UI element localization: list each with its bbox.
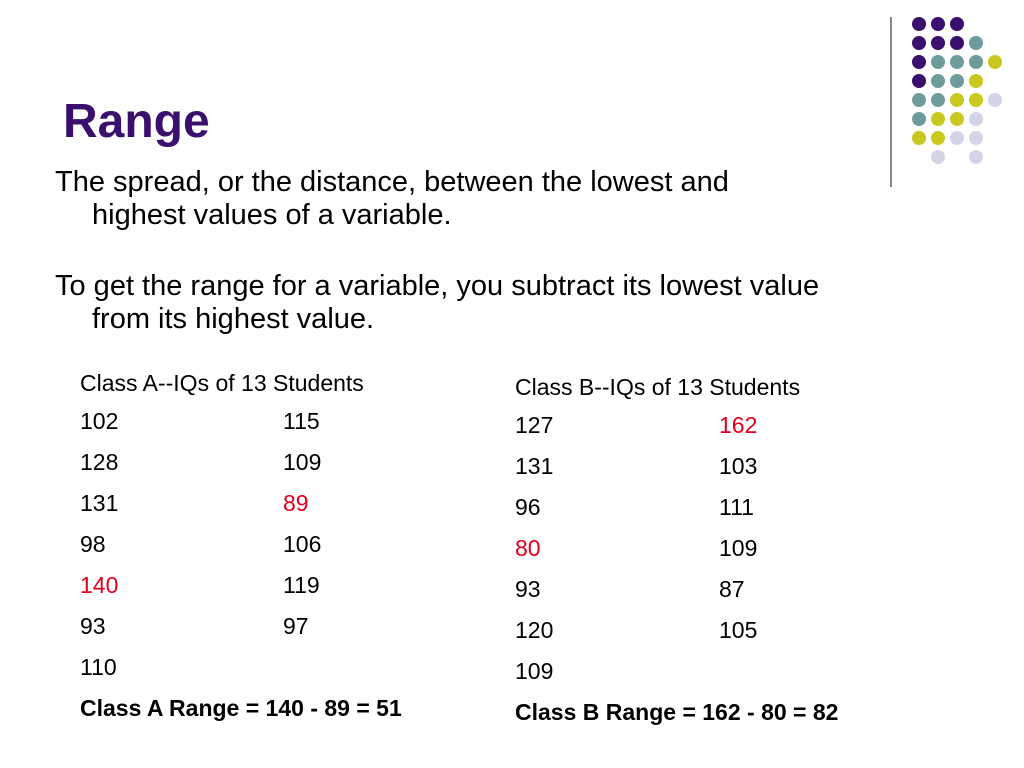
class-b-lowest-value: 80: [515, 535, 541, 561]
slide-title: Range: [63, 95, 210, 148]
class-b-row: [515, 487, 965, 528]
class-a-highest-value: 140: [80, 572, 119, 598]
class-b-range-result: Class B Range = 162 - 80 = 82: [515, 699, 839, 725]
class-a-value: 102: [80, 408, 119, 434]
class-b-value: 96: [515, 494, 541, 520]
decorative-dot: [931, 55, 945, 69]
class-a-row: [80, 606, 500, 647]
decorative-dot: [950, 93, 964, 107]
decorative-dot: [931, 112, 945, 126]
definition-line-2: highest values of a variable.: [92, 199, 452, 231]
decorative-dot: [931, 36, 945, 50]
method-line-2: from its highest value.: [92, 303, 375, 335]
class-a-value: 110: [80, 654, 117, 680]
decorative-dot: [931, 93, 945, 107]
class-a-value: 109: [283, 449, 322, 475]
decorative-dot: [950, 131, 964, 145]
decorative-dot: [912, 74, 926, 88]
class-a-value: 93: [80, 613, 106, 639]
class-a-value: 128: [80, 449, 119, 475]
decorative-dot: [969, 36, 983, 50]
class-a-heading: Class A--IQs of 13 Students: [80, 370, 364, 396]
class-b-row: [515, 528, 965, 569]
decorative-dot: [912, 93, 926, 107]
class-b-value: 111: [719, 494, 754, 520]
decorative-dot: [931, 17, 945, 31]
title-divider-line: [890, 17, 892, 187]
class-b-value: 109: [719, 535, 758, 561]
class-a-range-result: Class A Range = 140 - 89 = 51: [80, 695, 402, 721]
definition-line-1: The spread, or the distance, between the lowest and: [55, 166, 729, 198]
class-b-value: 87: [719, 576, 745, 602]
class-a-data-block: [80, 368, 500, 728]
class-b-value: 131: [515, 453, 554, 479]
decorative-dot: [969, 150, 983, 164]
decorative-dot: [931, 131, 945, 145]
class-b-row: [515, 405, 965, 446]
decorative-dot: [988, 55, 1002, 69]
decorative-dot: [912, 17, 926, 31]
method-paragraph: [55, 270, 975, 336]
class-a-value: 106: [283, 531, 322, 557]
decorative-dot: [912, 55, 926, 69]
class-b-value: 93: [515, 576, 541, 602]
class-a-row: [80, 483, 500, 524]
decorative-dot: [969, 112, 983, 126]
class-b-row: [515, 610, 965, 651]
decorative-dot: [931, 74, 945, 88]
class-a-value: 115: [283, 408, 320, 434]
method-line-1: To get the range for a variable, you subtract its lowest value: [55, 270, 820, 302]
decorative-dot: [950, 112, 964, 126]
class-b-row: [515, 446, 965, 487]
class-a-value: 119: [283, 572, 320, 598]
decorative-dot: [969, 131, 983, 145]
decorative-dot: [912, 131, 926, 145]
class-a-row: [80, 524, 500, 565]
class-a-row: [80, 565, 500, 606]
class-a-row: [80, 401, 500, 442]
class-b-value: 103: [719, 453, 758, 479]
decorative-dot: [950, 36, 964, 50]
decorative-dot: [950, 55, 964, 69]
decorative-dot: [912, 112, 926, 126]
decorative-dot: [969, 93, 983, 107]
class-a-row: [80, 647, 500, 688]
decorative-dot: [969, 74, 983, 88]
decorative-dot: [950, 17, 964, 31]
class-b-row: [515, 651, 965, 692]
class-a-value: 131: [80, 490, 119, 516]
class-b-value: 105: [719, 617, 758, 643]
decorative-dot: [950, 74, 964, 88]
class-a-value: 97: [283, 613, 309, 639]
class-b-value: 127: [515, 412, 554, 438]
class-b-highest-value: 162: [719, 412, 758, 438]
decorative-dot: [912, 36, 926, 50]
class-b-row: [515, 569, 965, 610]
definition-paragraph: [55, 166, 975, 232]
class-b-value: 109: [515, 658, 554, 684]
class-a-lowest-value: 89: [283, 490, 309, 516]
class-a-row: [80, 442, 500, 483]
class-b-data-block: [515, 372, 965, 732]
class-b-value: 120: [515, 617, 554, 643]
decorative-dot: [988, 93, 1002, 107]
class-a-value: 98: [80, 531, 106, 557]
decorative-dot: [969, 55, 983, 69]
class-b-heading: Class B--IQs of 13 Students: [515, 374, 801, 400]
decorative-dot: [931, 150, 945, 164]
